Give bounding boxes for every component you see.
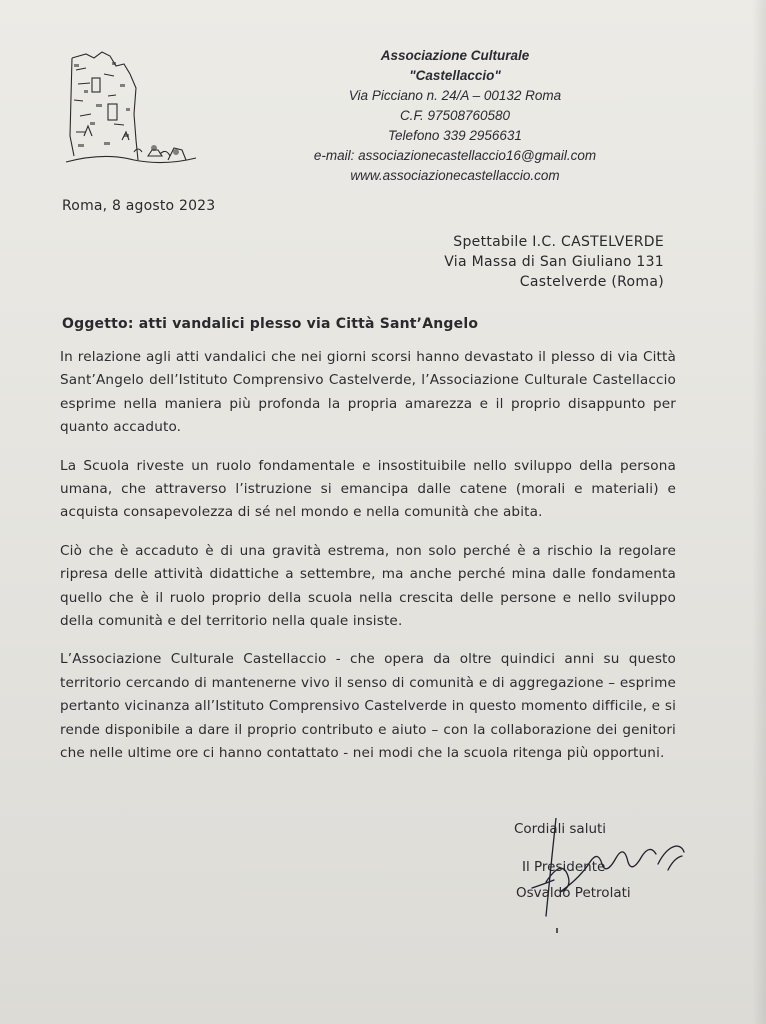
org-phone: Telefono 339 2956631 bbox=[388, 128, 522, 143]
recipient-line: Castelverde (Roma) bbox=[519, 274, 664, 290]
org-name: Associazione Culturale bbox=[380, 48, 530, 63]
letter-subject: Oggetto: atti vandalici plesso via Città Sant’Angelo bbox=[62, 316, 479, 332]
signer-title: Il Presidente bbox=[522, 859, 606, 875]
body-paragraph: Ciò che è accaduto è di una gravità estrema, non solo perché è a rischio la regolare ripresa delle attività didattiche a settembre, ma anche perché mina dalle fondamenta quello che è il ruolo proprio della scuola nella crescita delle persone e nello sviluppo della comunità e del territorio nella quale insiste. bbox=[60, 542, 676, 630]
letter-body bbox=[60, 346, 676, 781]
signer-name: Osvaldo Petrolati bbox=[516, 885, 631, 901]
body-paragraph: La Scuola riveste un ruolo fondamentale e insostituibile nello sviluppo della persona umana, che attraverso l’istruzione si emancipa dalle catene (morali e materiali) e acquista consapevolezza di sé nel mondo e nella comunità che abita. bbox=[60, 457, 676, 521]
handwritten-signature bbox=[506, 818, 696, 918]
letterhead bbox=[280, 46, 630, 186]
org-subtitle: "Castellaccio" bbox=[409, 68, 501, 83]
recipient-block bbox=[444, 232, 664, 292]
closing-greeting: Cordiali saluti bbox=[514, 821, 607, 837]
org-website: www.associazionecastellaccio.com bbox=[350, 168, 560, 183]
page-edge-shadow bbox=[752, 0, 766, 1024]
body-paragraph: In relazione agli atti vandalici che nei giorni scorsi hanno devastato il plesso di via Città Sant’Angelo dell’Istituto Comprensivo Castelverde, l’Associazione Culturale Castellaccio esprime nella maniera più profonda la propria amarezza e il proprio disappunto per quanto accaduto. bbox=[60, 349, 676, 436]
org-tax-code: C.F. 97508760580 bbox=[399, 108, 511, 123]
org-address: Via Picciano n. 24/A – 00132 Roma bbox=[348, 88, 562, 103]
recipient-line: Via Massa di San Giuliano 131 bbox=[444, 254, 664, 270]
letter-date: Roma, 8 agosto 2023 bbox=[62, 198, 216, 214]
paper-speck bbox=[556, 928, 558, 933]
recipient-line: Spettabile I.C. CASTELVERDE bbox=[453, 234, 664, 250]
org-email: e-mail: associazionecastellaccio16@gmail.com bbox=[313, 148, 597, 163]
castle-ruin-logo bbox=[64, 44, 200, 172]
body-paragraph: L’Associazione Culturale Castellaccio - che opera da oltre quindici anni su questo territorio cercando di mantenerne vivo il senso di comunità e di aggregazione – esprime pertanto vicinanza all’Istituto Comprensivo Castelverde in questo momento difficile, e si rende disponibile a dare il proprio contributo e aiuto – con la collaborazione dei genitori che nelle ultime ore ci hanno contattato - nei modi che la scuola ritenga più opportuni. bbox=[60, 651, 676, 762]
